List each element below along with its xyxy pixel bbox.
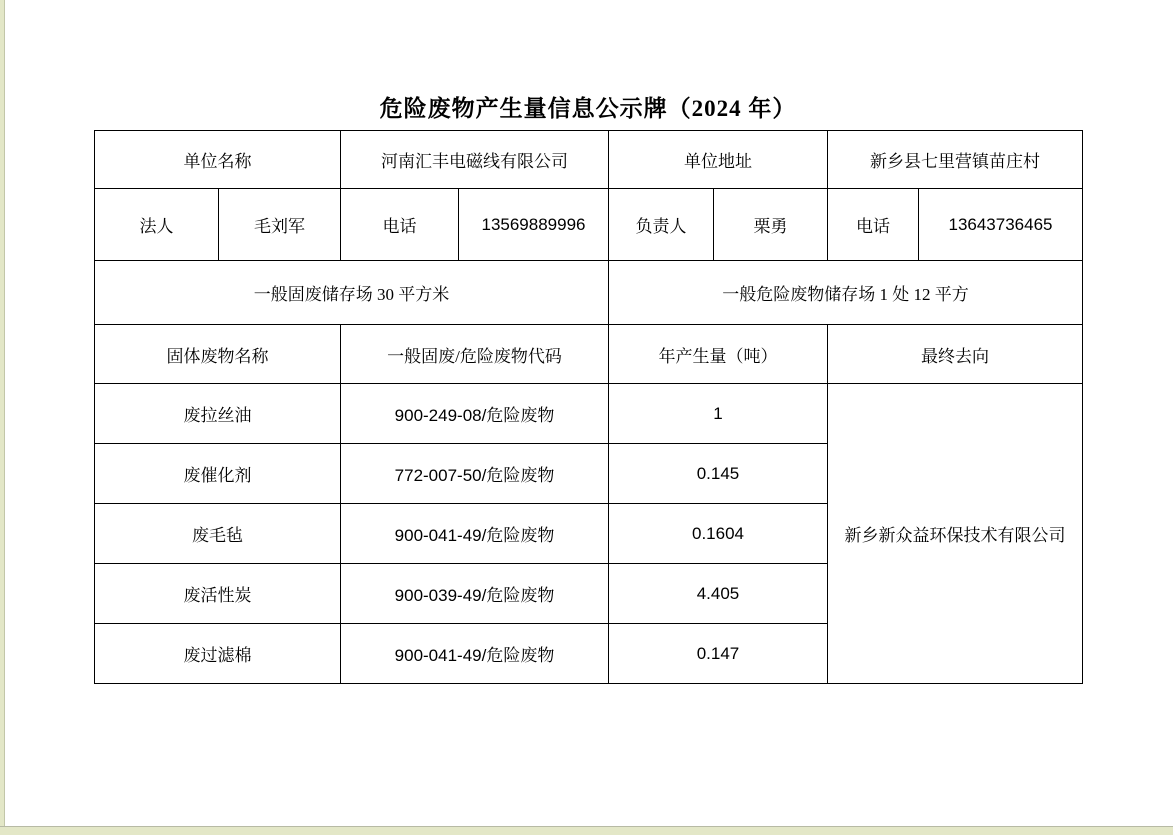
- table-row-storage: [95, 261, 1083, 325]
- waste-name-cell: 废催化剂: [95, 444, 341, 504]
- phone2-value: 13643736465: [919, 189, 1083, 261]
- waste-amount-cell: 0.145: [609, 444, 828, 504]
- phone1-label: 电话: [341, 189, 459, 261]
- header-annual-output: 年产生量（吨）: [609, 325, 828, 384]
- table-row-unit-info: [95, 131, 1083, 189]
- responsible-person-value: 栗勇: [714, 189, 828, 261]
- waste-name-cell: 废过滤棉: [95, 624, 341, 684]
- table-row-contacts: [95, 189, 1083, 261]
- waste-code-cell: 900-041-49/危险废物: [341, 624, 609, 684]
- waste-code-cell: 900-041-49/危险废物: [341, 504, 609, 564]
- unit-name-value: 河南汇丰电磁线有限公司: [341, 131, 609, 189]
- responsible-person-label: 负责人: [609, 189, 714, 261]
- waste-code-cell: 772-007-50/危险废物: [341, 444, 609, 504]
- waste-code-cell: 900-039-49/危险废物: [341, 564, 609, 624]
- hazardous-waste-storage-cell: 一般危险废物储存场 1 处 12 平方: [609, 261, 1083, 325]
- phone2-label: 电话: [828, 189, 919, 261]
- unit-address-value: 新乡县七里营镇苗庄村: [828, 131, 1083, 189]
- unit-address-label: 单位地址: [609, 131, 828, 189]
- waste-name-cell: 废活性炭: [95, 564, 341, 624]
- hazardous-waste-table: [94, 130, 1083, 684]
- waste-amount-cell: 0.147: [609, 624, 828, 684]
- page-title: 危险废物产生量信息公示牌（2024 年）: [379, 96, 797, 121]
- waste-amount-cell: 0.1604: [609, 504, 828, 564]
- legal-person-label: 法人: [95, 189, 219, 261]
- table-row-headers: [95, 325, 1083, 384]
- header-waste-name: 固体废物名称: [95, 325, 341, 384]
- waste-amount-cell: 1: [609, 384, 828, 444]
- phone1-value: 13569889996: [459, 189, 609, 261]
- header-final-destination: 最终去向: [828, 325, 1083, 384]
- table-row-waste-1: [95, 384, 1083, 444]
- page-edge-strip-bottom: [0, 826, 1173, 835]
- legal-person-value: 毛刘军: [219, 189, 341, 261]
- waste-name-cell: 废拉丝油: [95, 384, 341, 444]
- unit-name-label: 单位名称: [95, 131, 341, 189]
- header-waste-code: 一般固废/危险废物代码: [341, 325, 609, 384]
- waste-name-cell: 废毛毡: [95, 504, 341, 564]
- final-destination-value: 新乡新众益环保技术有限公司: [828, 384, 1083, 684]
- waste-code-cell: 900-249-08/危险废物: [341, 384, 609, 444]
- waste-amount-cell: 4.405: [609, 564, 828, 624]
- solid-waste-storage-cell: 一般固废储存场 30 平方米: [95, 261, 609, 325]
- page-edge-strip-left: [0, 0, 5, 835]
